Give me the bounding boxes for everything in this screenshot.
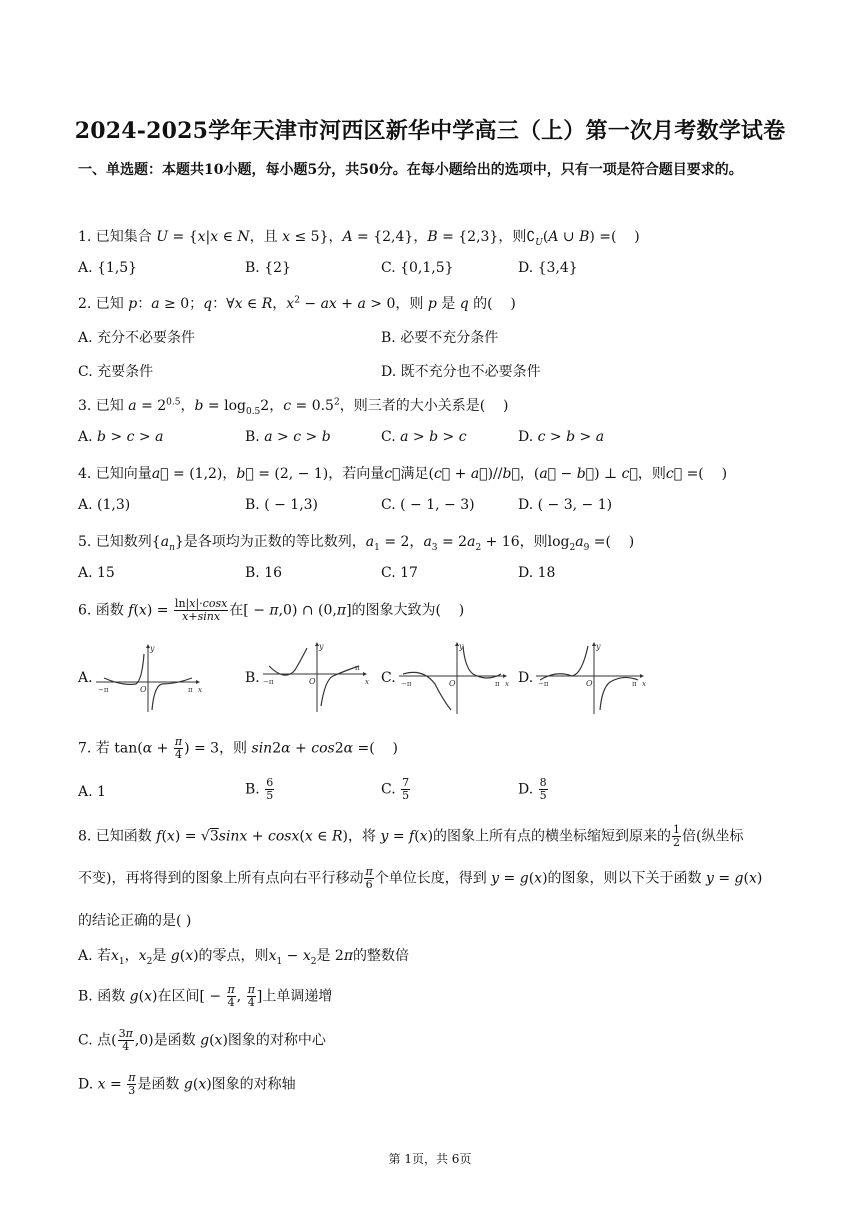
- q6-option-d: D. y x O −π π: [518, 640, 648, 716]
- svg-text:O: O: [449, 679, 456, 688]
- svg-text:−π: −π: [538, 680, 549, 688]
- q4-option-b: B. ( − 1,3): [245, 497, 319, 513]
- svg-text:x: x: [505, 680, 509, 688]
- q4-option-a: A. (1,3): [78, 497, 131, 513]
- q6-option-a: A. y x O −π π: [78, 640, 208, 716]
- q5-option-b: B. 16: [245, 565, 283, 581]
- q4-option-d: D. ( − 3, − 1): [518, 497, 613, 513]
- q6-graph-d: [532, 640, 648, 716]
- question-5-stem: 5. 已知数列$\{a_n\}$是各项均为正数的等比数列，$a_1 = 2$，$a_3 = 2a_2 + 16$，则$\log_2a_9$ =( ): [78, 534, 635, 553]
- svg-text:−π: −π: [98, 686, 109, 694]
- svg-text:y: y: [596, 642, 601, 651]
- q7-option-a: A. 1: [78, 784, 106, 800]
- question-3-stem: 3. 已知 $a = 2^{0.5}$，$b = \log_{0.5}2$，$c = 0.5^2$，则三者的大小关系是( ): [78, 397, 509, 417]
- section-heading: 一、单选题：本题共10小题，每小题5分，共50分。在每小题给出的选项中，只有一项是符合题目要求的。: [78, 162, 743, 178]
- question-8-stem-line-3: 的结论正确的是( ): [78, 913, 192, 929]
- q5-option-d: D. 18: [518, 565, 556, 581]
- svg-text:π: π: [188, 686, 193, 694]
- q3-option-c: C. a > b > c: [381, 429, 467, 445]
- q8-option-d: D. x = $\frac{\pi}{3}$ 是函数 g(x)图象的对称轴: [78, 1071, 296, 1097]
- question-1-stem: 1. 已知集合 U = {x|x ∈ N，且 x ≤ 5}，A = {2,4}，B = {2,3}，则$∁_U(A$ ∪ B) =( ): [78, 229, 640, 248]
- q1-option-a: A. {1,5}: [78, 260, 138, 276]
- question-4-stem: 4. 已知向量a⃗ = (1,2)，b⃗ = (2, − 1)，若向量c⃗满足(c⃗ + a⃗)//b⃗，(a⃗ − b⃗) ⊥ c⃗，则c⃗ =( ): [78, 466, 728, 482]
- svg-text:y: y: [459, 642, 464, 651]
- q7-option-d: D. $\frac{8}{5}$: [518, 776, 547, 802]
- q7-option-b: B. $\frac{6}{5}$: [245, 776, 274, 802]
- q6-option-b: B. y x O −π π: [245, 640, 375, 716]
- svg-text:y: y: [150, 644, 155, 653]
- q2-option-b: B. 必要不充分条件: [381, 330, 499, 346]
- q3-option-a: A. b > c > a: [78, 429, 164, 445]
- svg-text:π: π: [632, 680, 637, 688]
- question-6-stem: 6. 函数 f(x) = $\frac{\ln|x|\cdot\cos x}{x+\sin x}$ 在[ − π,0) ∩ (0,π]的图象大致为( ): [78, 597, 465, 623]
- svg-text:O: O: [140, 685, 147, 694]
- svg-text:O: O: [586, 679, 593, 688]
- q1-option-b: B. {2}: [245, 260, 291, 276]
- q6-graph-a: [92, 640, 204, 716]
- q2-option-d: D. 既不充分也不必要条件: [381, 364, 541, 380]
- question-8-stem-line-2: 不变)，再将得到的图象上所有点向右平行移动 $\frac{\pi}{6}$ 个单位长度，得到 y = g(x)的图象，则以下关于函数 y = g(x): [78, 865, 763, 891]
- q5-option-c: C. 17: [381, 565, 418, 581]
- q3-option-d: D. c > b > a: [518, 429, 605, 445]
- q2-option-a: A. 充分不必要条件: [78, 330, 196, 346]
- page-title: 2024-2025学年天津市河西区新华中学高三（上）第一次月考数学试卷: [74, 118, 786, 144]
- q8-option-a: A. 若$x_1$，$x_2$是 g(x)的零点，则$x_1 - x_2$是 2π的整数倍: [78, 948, 410, 967]
- q6-graph-b: [259, 640, 371, 716]
- q1-option-c: C. {0,1,5}: [381, 260, 454, 276]
- svg-text:π: π: [495, 680, 500, 688]
- svg-text:x: x: [198, 686, 202, 694]
- question-2-stem: 2. 已知 p：a ≥ 0；q：∀x ∈ R，$x^2$ − ax + a > 0，则 p 是 q 的( ): [78, 295, 516, 312]
- svg-text:−π: −π: [263, 678, 274, 686]
- question-7-stem: 7. 若 tan(α + $\frac{\pi}{4}$ ) = 3，则 sin2α + cos2α =( ): [78, 735, 398, 761]
- svg-text:O: O: [309, 677, 316, 686]
- svg-text:−π: −π: [401, 680, 412, 688]
- q6-graph-c: [395, 640, 511, 716]
- q1-option-d: D. {3,4}: [518, 260, 578, 276]
- q3-option-b: B. a > c > b: [245, 429, 331, 445]
- q5-option-a: A. 15: [78, 565, 115, 581]
- question-8-stem-line-1: 8. 已知函数 f(x) = √3sinx + cosx(x ∈ R)，将 y = f(x)的图象上所有点的横坐标缩短到原来的 $\frac{1}{2}$ 倍(纵坐标: [78, 823, 744, 849]
- svg-text:x: x: [365, 678, 369, 686]
- q8-option-c: C. 点( $\frac{3\pi}{4}$ ,0)是函数 g(x)图象的对称中心: [78, 1027, 326, 1053]
- svg-text:x: x: [642, 680, 646, 688]
- svg-text:y: y: [319, 642, 324, 651]
- page-footer: 第 1页，共 6页: [388, 1152, 472, 1166]
- q8-option-b: B. 函数 g(x)在区间[ − $\frac{\pi}{4}$ , $\frac{\pi}{4}$ ]上单调递增: [78, 983, 333, 1009]
- q2-option-c: C. 充要条件: [78, 364, 154, 380]
- q6-option-c: C. y x O −π π: [381, 640, 511, 716]
- q7-option-c: C. $\frac{7}{5}$: [381, 776, 410, 802]
- svg-text:π: π: [355, 664, 360, 672]
- q4-option-c: C. ( − 1, − 3): [381, 497, 475, 513]
